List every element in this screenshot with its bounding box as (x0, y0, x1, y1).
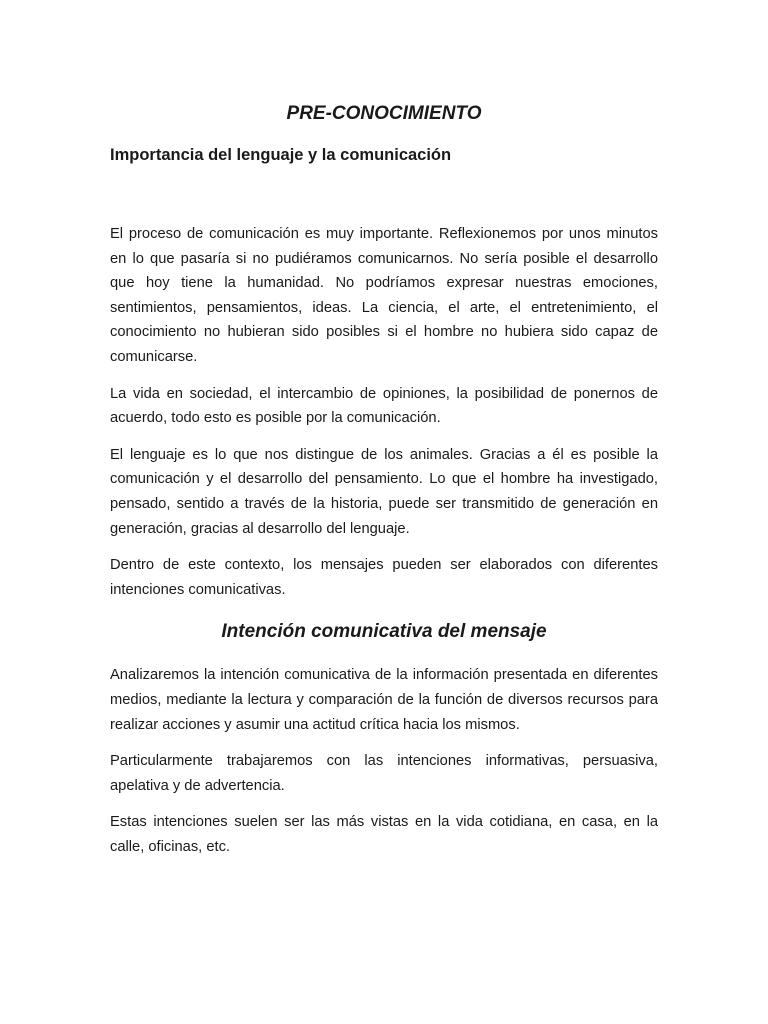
paragraph: Analizaremos la intención comunicativa de la información presentada en diferentes medios, mediante la lectura y comparación de la función de diversos recursos para realizar acciones y asumir una actitud crítica hacia los mismos. (110, 667, 658, 733)
paragraph: La vida en sociedad, el intercambio de opiniones, la posibilidad de ponernos de acuerdo, todo esto es posible por la comunicación. (110, 385, 658, 427)
paragraph: Particularmente trabajaremos con las intenciones informativas, persuasiva, apelativa y de advertencia. (110, 753, 658, 794)
section-heading: Intención comunicativa del mensaje (221, 621, 547, 643)
document-subtitle: Importancia del lenguaje y la comunicación (110, 146, 452, 164)
paragraph: Dentro de este contexto, los mensajes pueden ser elaborados con diferentes intenciones comunicativas. (110, 557, 658, 598)
paragraph: El proceso de comunicación es muy importante. Reflexionemos por unos minutos en lo que pasaría si no pudiéramos comunicarnos. No sería posible el desarrollo que hoy tiene la humanidad. No podríamos expresar nuestras emociones, sentimientos, pensamientos, ideas. La ciencia, el arte, el entretenimiento, el conocimiento no hubieran sido posibles si el hombre no hubiera sido capaz de comunicarse. (110, 226, 658, 365)
paragraph: El lenguaje es lo que nos distingue de los animales. Gracias a él es posible la comunicación y el desarrollo del pensamiento. Lo que el hombre ha investigado, pensado, sentido a través de la historia, puede ser transmitido de generación en generación, gracias al desarrollo del lenguaje. (110, 446, 658, 537)
document-title: PRE-CONOCIMIENTO (286, 103, 482, 124)
document-body (110, 100, 658, 871)
paragraph: Estas intenciones suelen ser las más vistas en la vida cotidiana, en casa, en la calle, oficinas, etc. (110, 814, 658, 855)
